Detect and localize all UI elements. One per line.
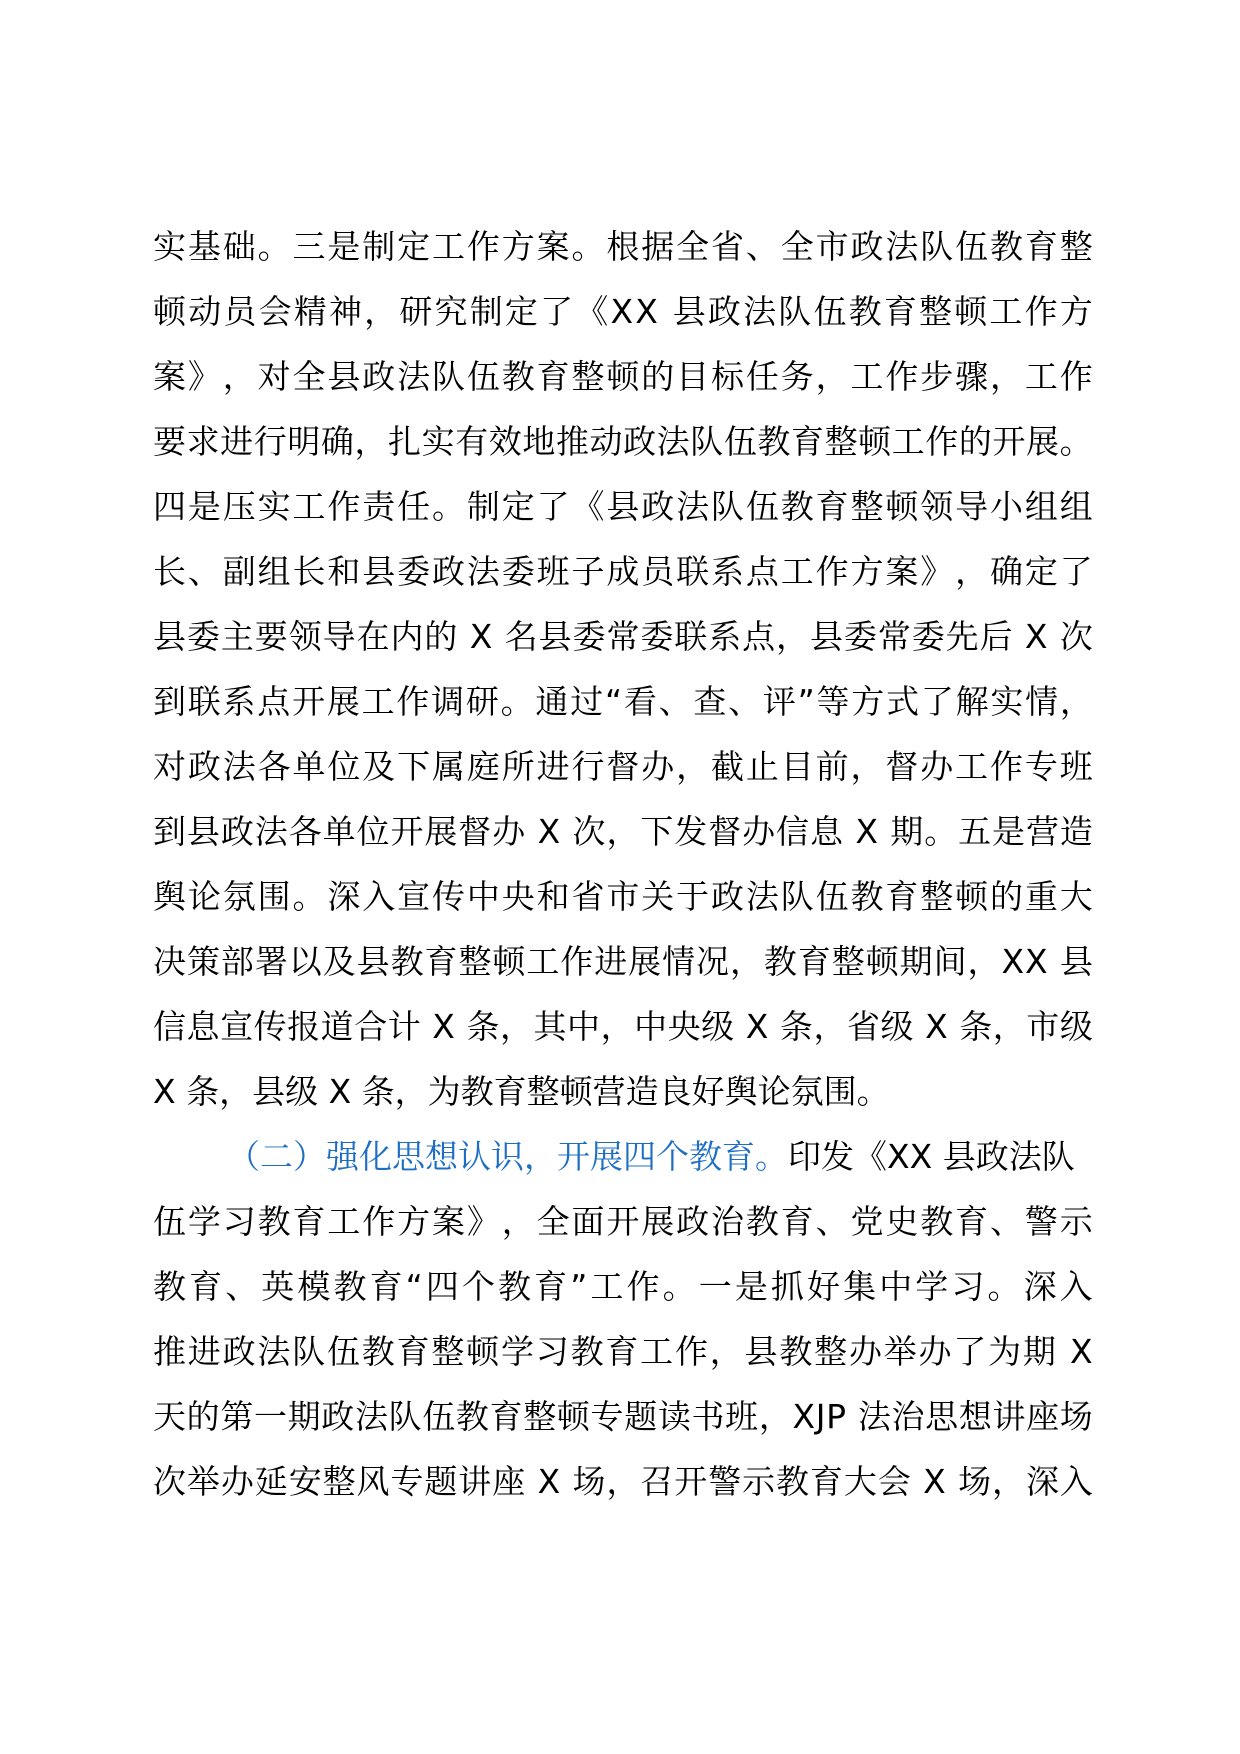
text-line: 舆 论 氛 围 。 深 入 宣 传 中 央 和 省 市 关 于 政 法 队 伍 教 育 整 顿 的 重 大 <box>153 877 1093 916</box>
section-heading-line <box>153 1124 1093 1189</box>
text-line: 四 是 压 实 工 作 责 任 。 制 定 了 《 县 政 法 队 伍 教 育 整 顿 领 导 小 组 组 <box>153 487 1093 526</box>
text-line: 决 策 部 署 以 及 县 教 育 整 顿 工 作 进 展 情 况 ， 教 育 整 顿 期 间 ， X X 县 <box>153 942 1093 981</box>
text-line: 次 举 办 延 安 整 风 专 题 讲 座 X 场 ， 召 开 警 示 教 育 大 会 X 场 ， 深 入 <box>153 1462 1093 1501</box>
text-line: 长 、 副 组 长 和 县 委 政 法 委 班 子 成 员 联 系 点 工 作 方 案 》 ， 确 定 了 <box>153 552 1093 591</box>
text-line: 要 求 进 行 明 确 ， 扎 实 有 效 地 推 动 政 法 队 伍 教 育 整 顿 工 作 的 开 展 。 <box>153 422 1093 461</box>
text-line: 信 息 宣 传 报 道 合 计 X 条 ， 其 中 ， 中 央 级 X 条 ， 省 级 X 条 ， 市 级 <box>153 1007 1093 1046</box>
text-line: 天 的 第 一 期 政 法 队 伍 教 育 整 顿 专 题 读 书 班 ， X J P 法 治 思 想 讲 座 场 <box>153 1397 1093 1436</box>
text-line: 到 联 系 点 开 展 工 作 调 研 。 通 过 “ 看 、 查 、 评 ” 等 方 式 了 解 实 情 ， <box>153 682 1093 721</box>
text-line: 对 政 法 各 单 位 及 下 属 庭 所 进 行 督 办 ， 截 止 目 前 ， 督 办 工 作 专 班 <box>153 747 1093 786</box>
text-line: 到 县 政 法 各 单 位 开 展 督 办 X 次 ， 下 发 督 办 信 息 X 期 。 五 是 营 造 <box>153 812 1093 851</box>
text-line: 案 》 ， 对 全 县 政 法 队 伍 教 育 整 顿 的 目 标 任 务 ， 工 作 步 骤 ， 工 作 <box>153 357 1093 396</box>
section-heading-continuation: 印发《XX 县政法队 <box>788 1137 1075 1176</box>
text-line: 顿 动 员 会 精 神 ， 研 究 制 定 了 《 X X 县 政 法 队 伍 教 育 整 顿 工 作 方 <box>153 292 1093 331</box>
text-line: X 条，县级 X 条，为教育整顿营造良好舆论氛围。 <box>153 1072 890 1111</box>
text-line: 实 基 础 。 三 是 制 定 工 作 方 案 。 根 据 全 省 、 全 市 政 法 队 伍 教 育 整 <box>153 227 1093 266</box>
text-line: 伍 学 习 教 育 工 作 方 案 》 ， 全 面 开 展 政 治 教 育 、 党 史 教 育 、 警 示 <box>153 1202 1093 1241</box>
text-line: 县 委 主 要 领 导 在 内 的 X 名 县 委 常 委 联 系 点 ， 县 委 常 委 先 后 X 次 <box>153 617 1093 656</box>
text-line: 教 育 、 英 模 教 育 “ 四 个 教 育 ” 工 作 。 一 是 抓 好 集 中 学 习 。 深 入 <box>153 1267 1093 1306</box>
text-line: 推 进 政 法 队 伍 教 育 整 顿 学 习 教 育 工 作 ， 县 教 整 办 举 办 了 为 期 X <box>153 1332 1093 1371</box>
section-heading: （二）强化思想认识，开展四个教育。 <box>227 1137 788 1176</box>
document-body <box>153 214 1093 1514</box>
